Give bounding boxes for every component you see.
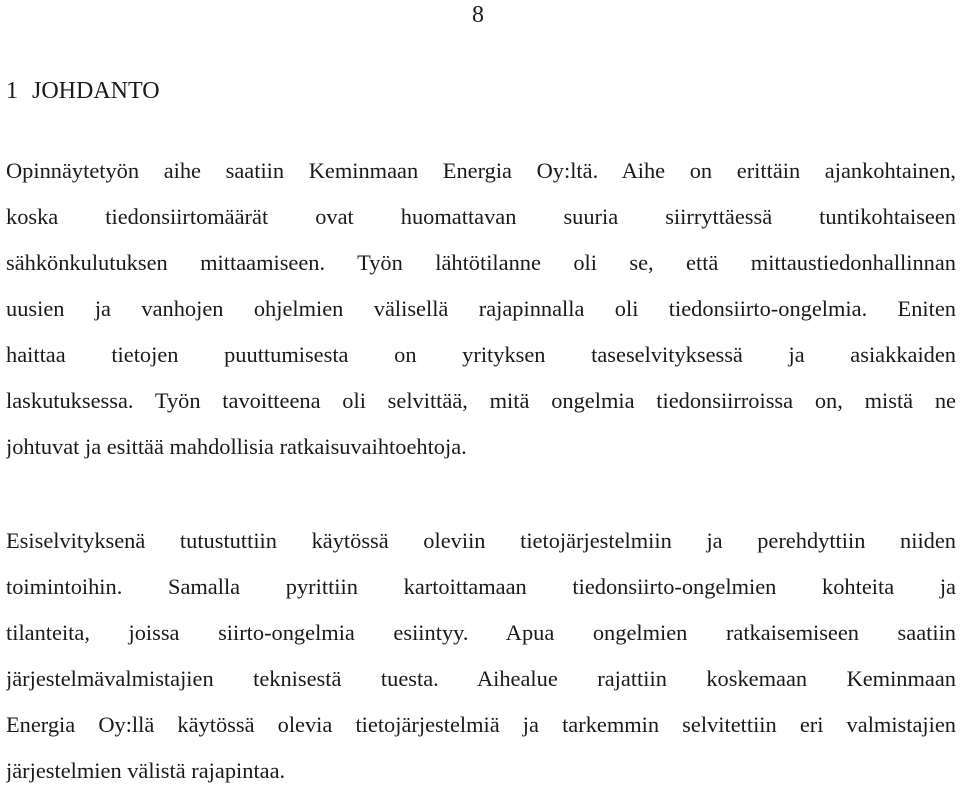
text-line: sähkönkulutuksen mittaamiseen. Työn lähtötilanne oli se, että mittaustiedonhallinnan (6, 250, 956, 275)
text-line: Opinnäytetyön aihe saatiin Keminmaan Energia Oy:ltä. Aihe on erittäin ajankohtainen, (6, 158, 956, 183)
text-line: järjestelmävalmistajien teknisestä tuesta. Aihealue rajattiin koskemaan Keminmaan (6, 666, 956, 691)
paragraph-scope (6, 518, 956, 794)
text-line: Esiselvityksenä tutustuttiin käytössä oleviin tietojärjestelmiin ja perehdyttiin niiden (6, 528, 956, 553)
text-line: haittaa tietojen puuttumisesta on yrityksen taseselvityksessä ja asiakkaiden (6, 342, 956, 367)
page-number: 8 (472, 2, 484, 28)
section-heading (6, 76, 160, 106)
text-line: järjestelmien välistä rajapintaa. (6, 758, 286, 783)
text-line: laskutuksessa. Työn tavoitteena oli selvittää, mitä ongelmia tiedonsiirroissa on, mistä ne (6, 388, 956, 413)
paragraph-intro (6, 148, 956, 470)
text-line: johtuvat ja esittää mahdollisia ratkaisuvaihtoehtoja. (6, 434, 467, 459)
text-line: Energia Oy:llä käytössä olevia tietojärjestelmiä ja tarkemmin selvitettiin eri valmistajien (6, 712, 956, 737)
text-line: toimintoihin. Samalla pyrittiin kartoittamaan tiedonsiirto-ongelmien kohteita ja (6, 574, 956, 599)
text-line: koska tiedonsiirtomäärät ovat huomattavan suuria siirryttäessä tuntikohtaiseen (6, 204, 956, 229)
section-title: JOHDANTO (32, 78, 160, 104)
text-line: uusien ja vanhojen ohjelmien välisellä rajapinnalla oli tiedonsiirto-ongelmia. Eniten (6, 296, 956, 321)
text-line: tilanteita, joissa siirto-ongelmia esiintyy. Apua ongelmien ratkaisemiseen saatiin (6, 620, 956, 645)
section-number: 1 (6, 78, 18, 104)
